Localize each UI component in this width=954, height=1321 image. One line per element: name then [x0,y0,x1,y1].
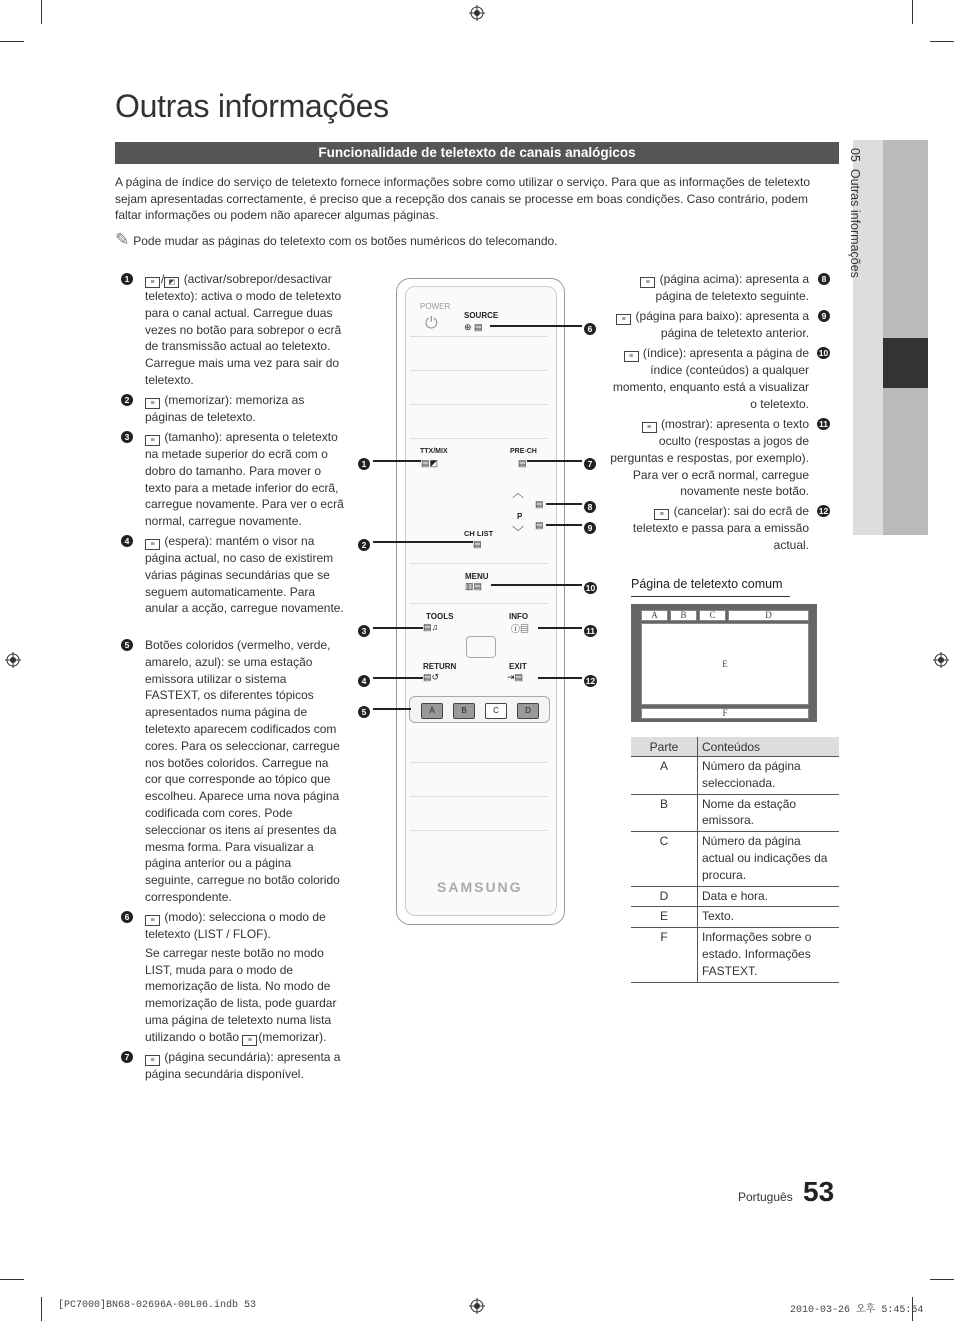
remote-control-body [405,286,557,916]
print-slug-file: [PC7000]BN68-02696A-00L06.indb 53 [58,1300,257,1311]
table-row [631,907,839,928]
enter-button-icon [466,636,496,658]
callout-badge-5: 5 [358,706,370,718]
number-badge-11: 11 [819,418,828,429]
item-text: Botões coloridos (vermelho, verde, amarelo, azul): se uma estação emissora utilizar o sistema FASTEXT, os diferentes tópicos apresentados numa página de teletexto aparecem codificados com cores. Para os seleccionar, carregue nos botões coloridos. Carregue na cor que corresponde ao tópico que escolheu. Aparece uma nova página codificada com cores. Pode seleccionar os itens aí presentes da mesma forma. Para visualizar a página anterior ou a página seguinte, carregue no botão colorido correspondente. [145,638,340,904]
list-item-5 [124,637,340,906]
reveal-icon: ≡ [642,422,657,433]
tools-icon: ▤♫ [423,622,439,632]
list-item-2 [124,392,345,426]
column-header-part: Parte [631,737,698,757]
ttx-mix-label: TTX/MIX [420,448,448,455]
source-icon: ⊕ ▤ [464,322,483,332]
p-label: P [517,512,523,521]
brand-logo: SAMSUNG [437,879,523,895]
source-label: SOURCE [464,311,499,320]
number-badge-10: 10 [818,347,829,358]
color-button-b: B [453,703,475,719]
exit-label: EXIT [509,662,527,671]
number-badge-4: 4 [121,535,133,547]
page-title: Outras informações [115,88,389,124]
list-item-10 [608,345,829,412]
item-text: (tamanho): apresenta o teletexto na metade superior do ecrã com o dobro do tamanho. Para mover o texto para a metade inferior do ecrã, carregue novamente. Para ver o ecrã normal, carregue novamente. [145,430,344,529]
item-text: (índice): apresenta a página de índice (conteúdos) a qualquer momento, enquanto está a visualizar o teletexto. [612,346,809,411]
table-row [631,832,839,886]
teletext-screen [631,604,817,722]
list-item-11 [608,416,828,500]
teletext-box-a: A [641,610,668,621]
callout-badge-8: 8 [584,501,596,513]
teletext-box-e: E [641,623,809,705]
menu-icon: ▥▤ [465,581,483,591]
cancel-icon: ≡ [654,509,669,520]
parts-table [631,737,839,983]
number-badge-2: 2 [121,394,133,406]
item-text: (página acima): apresenta a página de teletexto seguinte. [655,272,809,303]
registration-mark-top-icon [469,5,485,21]
page-number: 53 [803,1176,835,1207]
callout-badge-12: 12 [585,676,596,686]
return-label: RETURN [423,662,457,671]
color-button-c: C [485,703,507,719]
teletext-figure-title: Página de teletexto comum [631,577,783,591]
list-item-6 [124,909,345,1046]
item-extra-tail: (memorizar). [258,1029,327,1044]
cell-part: A [631,757,698,795]
item-extra-text: Se carregar neste botão no modo LIST, muda para o modo de memorização de lista. No modo de memorização de lista, pode guardar uma página de teletexto numa lista utilizando o botão [145,945,337,1044]
cell-part: C [631,832,698,886]
color-button-d: D [517,703,539,719]
index-icon: ≡ [624,351,639,362]
exit-icon: ⇥▤ [507,672,524,682]
callout-badge-6: 6 [584,323,596,335]
ch-list-label: CH LIST [464,529,494,538]
page-up-button-icon: ▤ [535,499,544,509]
list-item-9 [608,308,827,342]
teletext-on-icon: ≡ [145,277,160,288]
teletext-box-b: B [670,610,697,621]
number-badge-7: 7 [121,1051,133,1063]
note-text: Pode mudar as páginas do teletexto com os botões numéricos do telecomando. [133,234,558,248]
callout-badge-9: 9 [584,522,596,534]
tools-label: TOOLS [426,612,454,621]
registration-mark-left-icon [5,652,21,668]
teletext-box-c: C [699,610,726,621]
list-item-4 [124,533,345,617]
teletext-mix-icon: ◩ [164,277,179,288]
item-text: (cancelar): sai do ecrã de teletexto e passa para a emissão actual. [632,504,809,552]
callout-badge-4: 4 [358,675,370,687]
hold-icon: ≡ [145,539,160,550]
table-row [631,757,839,795]
item-text: (página para baixo): apresenta a página de teletexto anterior. [635,309,809,340]
callout-badge-2: 2 [358,539,370,551]
list-item-1: 1 ≡ / ◩ (activar/sobrepor/desactivar teletexto): activa o modo de teletexto para o canal actual. Carregue duas vezes no botão para sobrepor o ecrã de transmissão actual ao teletexto. Carregue mais uma vez para sair do teletexto. [145,271,345,389]
ch-list-icon: ▤ [473,539,482,549]
store-icon: ≡ [145,398,160,409]
cell-part: B [631,794,698,832]
pre-ch-label: PRE-CH [510,448,537,455]
item-text: (modo): selecciona o modo de teletexto (LIST / FLOF). [145,910,326,941]
callout-badge-3: 3 [358,625,370,637]
list-item-7 [124,1049,345,1083]
callout-badge-10: 10 [585,583,596,593]
cell-content: Data e hora. [698,886,840,907]
table-row [631,886,839,907]
print-slug-date: 2010-03-26 오후 5:45:54 [790,1305,924,1316]
page-down-icon: ≡ [616,314,631,325]
cell-content: Informações sobre o estado. Informações FASTEXT. [698,928,840,982]
registration-mark-right-icon [933,652,949,668]
cell-content: Número da página actual ou indicações da procura. [698,832,840,886]
number-badge-9: 9 [818,310,830,322]
callout-badge-11: 11 [586,626,595,636]
list-item-12 [608,503,829,554]
teletext-box-f: F [641,708,809,719]
callout-badge-1: 1 [358,458,370,470]
menu-label: MENU [465,572,489,581]
table-row [631,794,839,832]
size-icon: ≡ [145,435,160,446]
column-header-contents: Conteúdos [698,737,840,757]
item-text: (página secundária): apresenta a página secundária disponível. [145,1050,341,1081]
footer-language: Português [738,1190,793,1204]
list-item-8 [608,271,827,305]
item-text: (memorizar): memoriza as páginas de teletexto. [145,393,305,424]
table-row [631,928,839,982]
intro-paragraph: A página de índice do serviço de teletexto fornece informações sobre como utilizar o serviço. Para que as informações de teletexto sejam apresentadas correctamente, é preciso que a recepção dos canais se processe em boas condições. Caso contrário, podem faltar informações ou podem não aparecer algumas páginas. [115,175,811,222]
note-line [115,230,830,250]
teletext-box-d: D [728,610,809,621]
ttx-mix-icon: ▤◩ [421,458,439,468]
power-label: POWER [420,302,451,311]
registration-mark-bottom-icon [469,1298,485,1314]
teletext-title-underline [631,596,790,597]
channel-up-icon: ︿ [512,486,525,500]
number-badge-12: 12 [818,505,829,516]
number-badge-6: 6 [121,911,133,923]
number-badge-1: 1 [121,273,133,285]
number-badge-5: 5 [121,639,133,651]
store-icon: ≡ [242,1035,257,1046]
sub-page-icon: ≡ [145,1055,160,1066]
cell-content: Número da página seleccionada. [698,757,840,795]
cell-part: E [631,907,698,928]
chapter-tab-label: 05 Outras informações [848,148,862,278]
page-down-button-icon: ▤ [535,520,544,530]
power-icon: ⏻ [425,315,438,332]
pencil-note-icon: ✎ [115,230,130,249]
list-item-3 [124,429,345,530]
info-label: INFO [509,612,529,621]
info-icon: ⓘ▤ [511,624,530,634]
number-badge-3: 3 [121,431,133,443]
channel-down-icon: ﹀ [512,525,525,539]
item-text: (activar/sobrepor/desactivar teletexto): activa o modo de teletexto para o canal actual. Carregue duas vezes no botão para sobrepor o ecrã de transmissão actual ao teletexto. Carregue mais uma vez para sair do teletexto. [145,272,342,387]
return-icon: ▤↺ [423,672,440,682]
cell-part: F [631,928,698,982]
cell-content: Nome da estação emissora. [698,794,840,832]
number-badge-8: 8 [818,273,830,285]
item-text: (mostrar): apresenta o texto oculto (respostas a jogos de perguntas e respostas, por exemplo). Para ver o ecrã normal, carregue novamente neste botão. [610,417,809,499]
page-up-icon: ≡ [640,277,655,288]
cell-part: D [631,886,698,907]
mode-icon: ≡ [145,915,160,926]
callout-badge-7: 7 [584,458,596,470]
section-banner: Funcionalidade de teletexto de canais analógicos [115,142,839,164]
chapter-tab-marker [883,338,928,388]
cell-content: Texto. [698,907,840,928]
color-button-a: A [421,703,443,719]
item-text: (espera): mantém o visor na página actual, no caso de existirem várias páginas secundárias que se seguem automaticamente. Para anular a acção, carregue novamente. [145,534,344,616]
table-header-row [631,737,839,757]
pre-ch-icon: ▤ [518,458,527,468]
